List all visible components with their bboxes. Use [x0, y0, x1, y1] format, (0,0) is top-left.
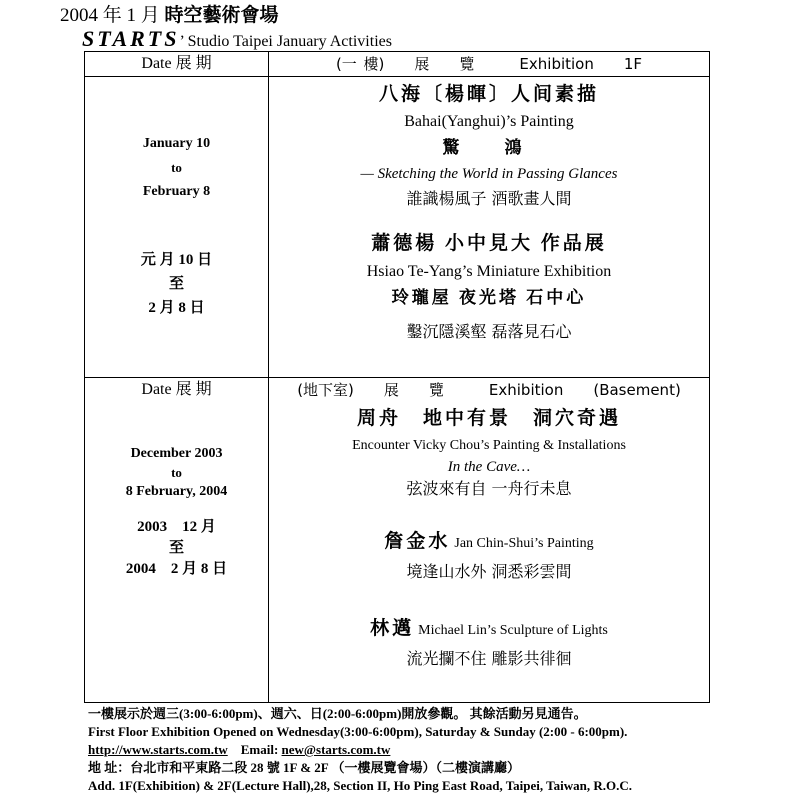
exhibit-hsiao-zh-title: 蕭德楊 小中見大 作品展 [371, 233, 607, 254]
exhibit-chou-poem: 弦波來有自 一舟行未息 [406, 479, 572, 498]
exhibit-bahai-en-title: Bahai(Yanghui)’s Painting [404, 113, 574, 130]
section2-header-date: Date 展 期 [141, 381, 212, 398]
date-zh-end: 2 月 8 日 [148, 300, 205, 316]
subtitle-text: ’ Studio Taipei January Activities [179, 33, 392, 50]
date-en-to: to [171, 160, 182, 175]
footer-address-zh: 地 址：台北市和平東路二段 28 號 1F & 2F （一樓展覽會場）（二樓演講廳） [88, 760, 520, 775]
exhibit-bahai-zh-subtitle: 驚 鴻 [442, 138, 536, 157]
date2-zh-start: 2003 12 月 [137, 519, 216, 535]
section1-exhibits [269, 77, 710, 378]
section1-dates [85, 77, 269, 378]
exhibit-chou-en-title: Encounter Vicky Chou’s Painting & Installations [352, 438, 626, 453]
section2-exhibits [269, 378, 710, 703]
footer-hours-zh: 一樓展示於週三(3:00-6:00pm)、週六、日(2:00-6:00pm)開放參觀。 其餘活動另見通告。 [88, 706, 587, 721]
date2-zh-to: 至 [168, 540, 184, 556]
exhibit-jan-en-title: Jan Chin-Shui’s Painting [454, 536, 594, 551]
title-venue: 時空藝術會場 [164, 5, 279, 26]
date-en-end: February 8 [142, 184, 211, 199]
exhibit-hsiao-en-title: Hsiao Te-Yang’s Miniature Exhibition [366, 263, 612, 280]
exhibit-bahai-zh-title: 八海〔楊暉〕人间素描 [378, 84, 599, 105]
exhibit-lin-poem: 流光攔不住 雕影共徘徊 [406, 649, 572, 668]
footer [88, 705, 632, 795]
email-label: Email: [240, 742, 279, 757]
date-zh-start: 元 月 10 日 [140, 252, 213, 268]
schedule-table [84, 51, 710, 703]
page-subtitle [82, 26, 392, 52]
date2-en-end: 8 February, 2004 [125, 484, 228, 499]
title-date: 2004 年 1 月 [60, 5, 160, 26]
exhibit-bahai-poem: 誰識楊風子 酒歌畫人間 [406, 189, 572, 208]
exhibit-lin-en-title: Michael Lin’s Sculpture of Lights [418, 623, 608, 638]
date-en-start: January 10 [142, 136, 211, 151]
exhibit-jan-poem: 境逢山水外 洞悉彩雲間 [406, 562, 572, 581]
exhibit-chou-en-subtitle: In the Cave… [447, 459, 531, 475]
date2-en-to: to [171, 465, 182, 480]
section1-header-exhibition: (一 樓) 展 覽 Exhibition 1F [269, 52, 710, 77]
exhibit-chou-zh-title: 周舟 地中有景 洞穴奇遇 [356, 408, 621, 429]
footer-contact [88, 741, 632, 759]
date-zh-to: 至 [168, 276, 184, 292]
page-title [60, 0, 279, 27]
footer-hours-en: First Floor Exhibition Opened on Wednesday(3:00-6:00pm), Saturday & Sunday (2:00 - 6:00pm). [88, 724, 628, 739]
website-link[interactable]: http://www.starts.com.tw [88, 742, 228, 757]
exhibit-lin-zh-name: 林邁 [370, 618, 415, 639]
date2-zh-end: 2004 2 月 8 日 [125, 561, 228, 577]
exhibit-bahai-en-subtitle: — Sketching the World in Passing Glances [360, 166, 618, 182]
starts-logo: STARTS [82, 26, 180, 51]
date2-en-start: December 2003 [130, 446, 223, 461]
exhibit-jan-zh-name: 詹金水 [384, 531, 451, 552]
section2-dates [85, 378, 269, 703]
email-link[interactable]: new@starts.com.tw [281, 742, 391, 757]
section2-header-exhibition: (地下室) 展 覽 Exhibition (Basement) [297, 381, 681, 399]
exhibit-hsiao-zh-subtitle: 玲瓏屋 夜光塔 石中心 [391, 288, 587, 307]
section1-header-date: Date 展 期 [85, 52, 269, 77]
footer-address-en: Add. 1F(Exhibition) & 2F(Lecture Hall),28, Section II, Ho Ping East Road, Taipei, Taiwan, R.O.C. [88, 778, 633, 793]
exhibit-hsiao-poem: 鑿沉隱溪壑 磊落見石心 [406, 322, 572, 341]
